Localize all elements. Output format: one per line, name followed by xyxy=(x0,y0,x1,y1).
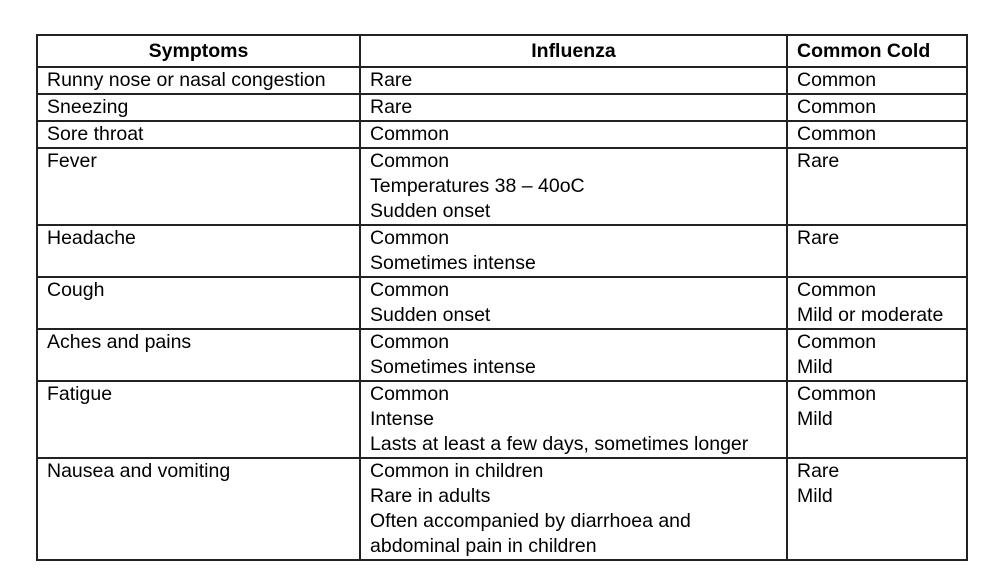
symptom-cell: Runny nose or nasal congestion xyxy=(37,67,360,94)
influenza-cell: Common Intense Lasts at least a few days, sometimes longer xyxy=(360,381,787,458)
symptom-cell: Headache xyxy=(37,225,360,277)
cold-cell: Rare xyxy=(787,148,967,225)
symptom-cell: Aches and pains xyxy=(37,329,360,381)
symptom-cell: Nausea and vomiting xyxy=(37,458,360,560)
table-row xyxy=(37,225,967,277)
table-row xyxy=(37,329,967,381)
influenza-cell: Rare xyxy=(360,67,787,94)
table-row xyxy=(37,277,967,329)
cold-cell: Rare xyxy=(787,225,967,277)
table-row xyxy=(37,67,967,94)
cold-cell: Common xyxy=(787,94,967,121)
cold-cell: Common Mild xyxy=(787,381,967,458)
influenza-cell: Common Sometimes intense xyxy=(360,329,787,381)
table-row xyxy=(37,458,967,560)
header-symptoms: Symptoms xyxy=(37,35,360,67)
cold-cell: Common Mild xyxy=(787,329,967,381)
table-row xyxy=(37,121,967,148)
table-row xyxy=(37,94,967,121)
symptom-cell: Sore throat xyxy=(37,121,360,148)
influenza-cell: Common in children Rare in adults Often accompanied by diarrhoea and abdominal pain in children xyxy=(360,458,787,560)
cold-cell: Common xyxy=(787,121,967,148)
cold-cell: Common xyxy=(787,67,967,94)
header-common-cold: Common Cold xyxy=(787,35,967,67)
cold-cell: Rare Mild xyxy=(787,458,967,560)
influenza-cell: Common Sometimes intense xyxy=(360,225,787,277)
cold-cell: Common Mild or moderate xyxy=(787,277,967,329)
influenza-cell: Common Sudden onset xyxy=(360,277,787,329)
header-influenza: Influenza xyxy=(360,35,787,67)
table-row xyxy=(37,381,967,458)
symptom-comparison-table xyxy=(36,34,968,561)
table-row xyxy=(37,148,967,225)
symptom-cell: Sneezing xyxy=(37,94,360,121)
influenza-cell: Common Temperatures 38 – 40oC Sudden onset xyxy=(360,148,787,225)
symptom-cell: Fatigue xyxy=(37,381,360,458)
influenza-cell: Common xyxy=(360,121,787,148)
header-row xyxy=(37,35,967,67)
symptom-cell: Fever xyxy=(37,148,360,225)
influenza-cell: Rare xyxy=(360,94,787,121)
symptom-cell: Cough xyxy=(37,277,360,329)
